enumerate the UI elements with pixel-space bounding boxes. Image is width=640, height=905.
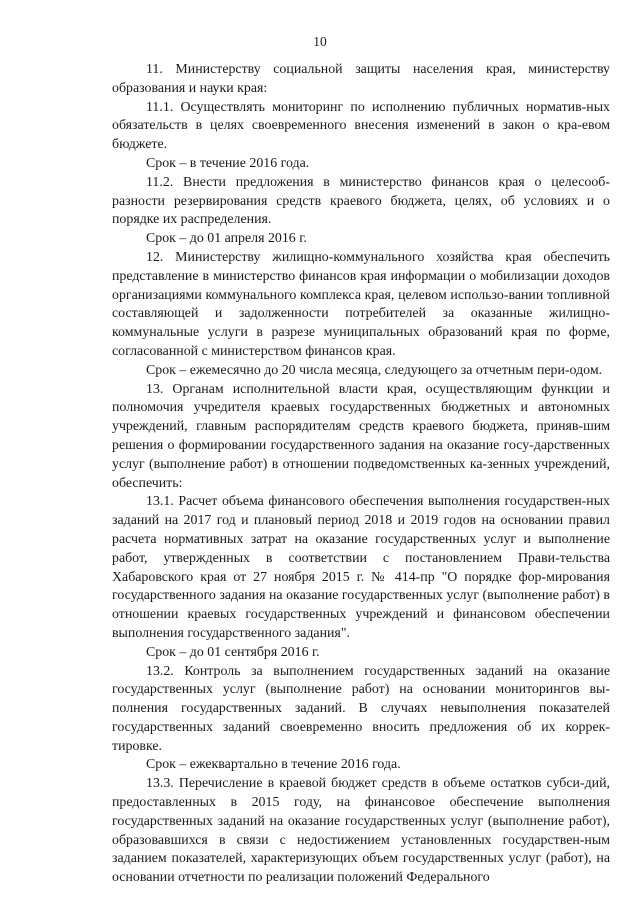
- page-number: 10: [313, 34, 327, 49]
- deadline-11-1: Срок – в течение 2016 года.: [146, 155, 310, 171]
- paragraph-11-2: 11.2. Внести предложения в министерство финансов края о целесооб-разности резервирования средств краевого бюджета, целях, об условиях и о порядке их распределения.: [112, 174, 610, 228]
- paragraph-13: 13. Органам исполнительной власти края, осуществляющим функции и полномочия учредителя краевых государственных бюджетных и автономных учреждений, главным распорядителям средств краевого бюджета, приняв-шим решения о формировании государственного задания на оказание госу-дарственных услуг (выполнение работ) в отношении подведомственных ка-зенных учреждений, обеспечить:: [112, 381, 610, 491]
- paragraph-13-3: 13.3. Перечисление в краевой бюджет средств в объеме остатков субси-дий, предоставленных в 2015 году, на финансовое обеспечение выполнения государственных заданий на оказание государственных услуг (выполнение работ), образовавшихся в связи с недостижением установленных государствен-ным заданием показателей, характеризующих объем государственных услуг (работ), на основании отчетности по реализации положений Федерального: [112, 776, 610, 886]
- paragraph-11-1: 11.1. Осуществлять мониторинг по исполнению публичных норматив-ных обязательств в целях своевременного внесения изменений в закон о кра-евом бюджете.: [112, 99, 610, 153]
- deadline-13-2: Срок – ежеквартально в течение 2016 года.: [146, 757, 401, 773]
- deadline-11-2: Срок – до 01 апреля 2016 г.: [146, 231, 307, 247]
- document-body: [112, 61, 610, 888]
- deadline-12: Срок – ежемесячно до 20 числа месяца, следующего за отчетным пери-одом.: [146, 362, 603, 378]
- paragraph-13-2: 13.2. Контроль за выполнением государственных заданий на оказание государственных услуг (выполнение работ) на основании мониторингов вы-полнения государственных заданий. В случаях невыполнения показателей государственных заданий своевременно вносить предложения об их коррек-тировке.: [112, 663, 610, 754]
- paragraph-11: 11. Министерству социальной защиты населения края, министерству образования и науки края:: [112, 62, 610, 96]
- paragraph-12: 12. Министерству жилищно-коммунального хозяйства края обеспечить представление в министерство финансов края информации о мобилизации доходов организациями коммунального комплекса края, целевом использо-вании топливной составляющей и задолженности потребителей за оказанные жилищно-коммунальные услуги в разрезе муниципальных образований края по форме, согласованной с министерством финансов края.: [112, 249, 610, 359]
- deadline-13-1: Срок – до 01 сентября 2016 г.: [146, 644, 320, 660]
- paragraph-13-1: 13.1. Расчет объема финансового обеспечения выполнения государствен-ных заданий на 2017 год и плановый период 2018 и 2019 годов на основании правил расчета нормативных затрат на оказание государственных услуг и выполнение работ, утвержденных в соответствии с постановлением Прави-тельства Хабаровского края от 27 ноября 2015 г. № 414-пр "О порядке фор-мирования государственного задания на оказание государственных услуг (выполнение работ) в отношении краевых государственных учреждений и финансовом обеспечении выполнения государственного задания".: [112, 494, 610, 641]
